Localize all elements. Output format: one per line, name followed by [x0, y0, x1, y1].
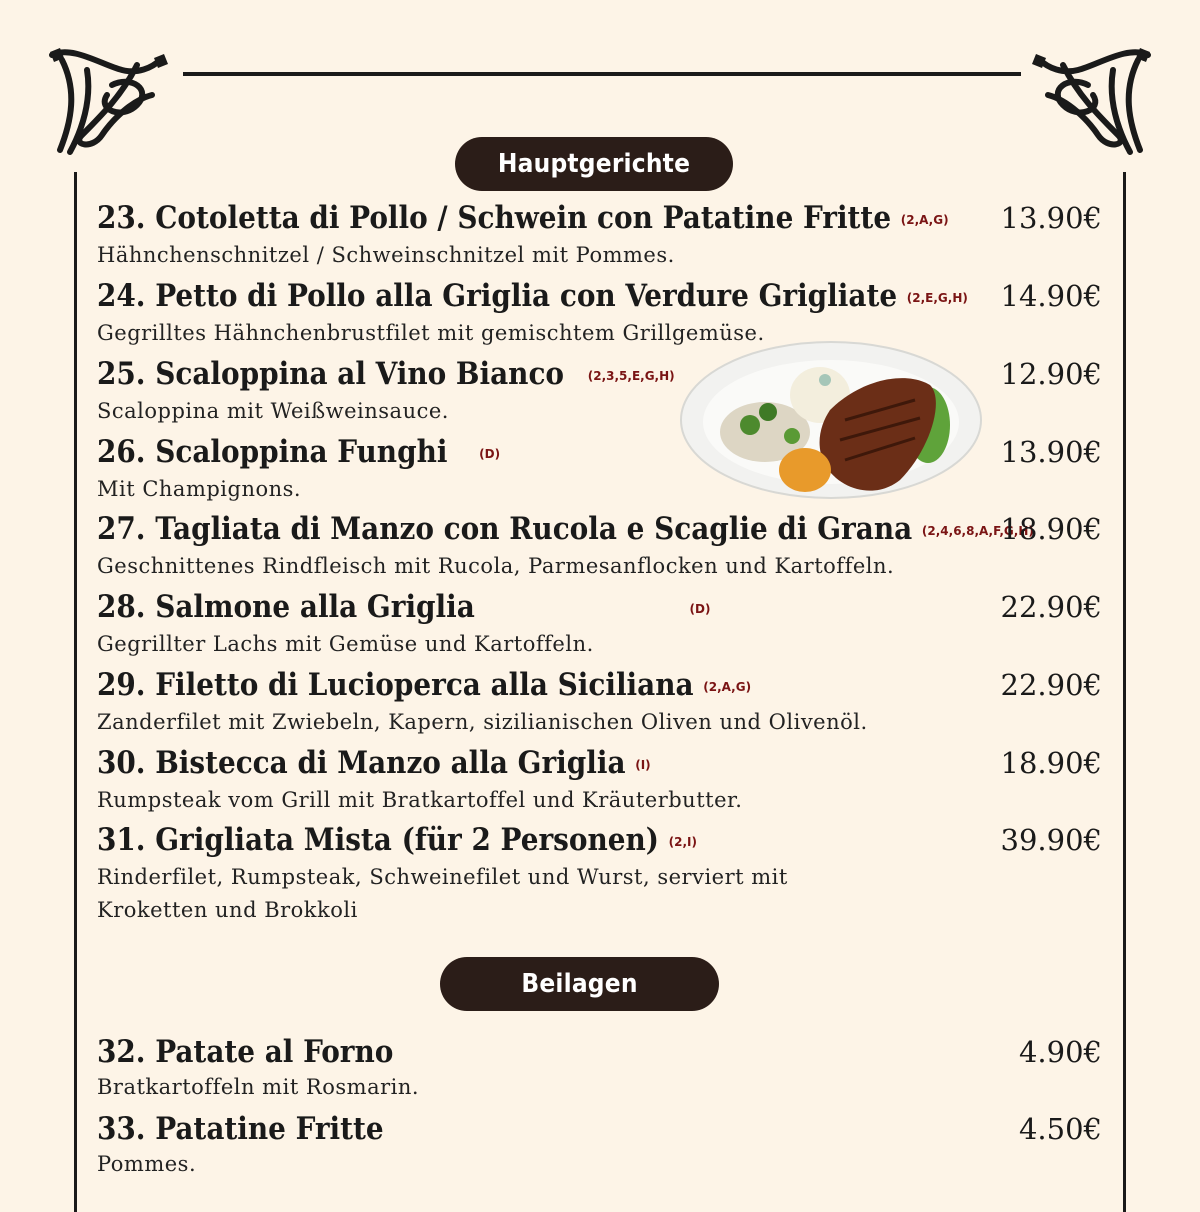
item-price: 4.90€ — [1018, 1035, 1102, 1069]
item-price: 13.90€ — [1000, 201, 1102, 235]
item-price: 39.90€ — [1000, 823, 1102, 857]
menu-item — [97, 1110, 1102, 1181]
top-divider — [183, 72, 1021, 76]
item-description: Gegrilltes Hähnchenbrustfilet mit gemischtem Grillgemüse. — [97, 321, 765, 345]
item-title: 30. Bistecca di Manzo alla Griglia — [97, 745, 626, 781]
item-description: Pommes. — [97, 1152, 197, 1176]
item-description: Geschnittenes Rindfleisch mit Rucola, Parmesanflocken und Kartoffeln. — [97, 554, 895, 578]
section-heading-main: Hauptgerichte — [455, 137, 733, 191]
item-price: 18.90€ — [1000, 512, 1102, 546]
item-description-line-2: Kroketten und Brokkoli — [97, 898, 358, 922]
item-description: Rumpsteak vom Grill mit Bratkartoffel und Kräuterbutter. — [97, 788, 743, 812]
item-title: 33. Patatine Fritte — [97, 1111, 384, 1147]
corner-ornament-icon — [1028, 40, 1158, 170]
item-title: 27. Tagliata di Manzo con Rucola e Scaglie di Grana — [97, 511, 913, 547]
item-price: 22.90€ — [1000, 668, 1102, 702]
menu-item — [97, 1033, 1102, 1104]
item-price: 12.90€ — [1000, 357, 1102, 391]
allergen-codes: (2,A,G) — [703, 680, 752, 694]
allergen-codes: (2,3,5,E,G,H) — [587, 369, 675, 383]
item-price: 13.90€ — [1000, 435, 1102, 469]
menu-item — [97, 588, 1102, 661]
allergen-codes: (2,E,G,H) — [906, 291, 968, 305]
item-description: Mit Champignons. — [97, 477, 302, 501]
item-description: Zanderfilet mit Zwiebeln, Kapern, sizilianischen Oliven und Olivenöl. — [97, 710, 868, 734]
item-description: Bratkartoffeln mit Rosmarin. — [97, 1075, 420, 1099]
menu-item — [97, 510, 1102, 583]
item-title: 29. Filetto di Lucioperca alla Siciliana — [97, 667, 694, 703]
allergen-codes: (D) — [689, 602, 711, 616]
item-title: 26. Scaloppina Funghi — [97, 434, 448, 470]
menu-item — [97, 666, 1102, 739]
item-title: 32. Patate al Forno — [97, 1034, 394, 1070]
item-description: Scaloppina mit Weißweinsauce. — [97, 399, 449, 423]
item-description: Gegrillter Lachs mit Gemüse und Kartoffeln. — [97, 632, 594, 656]
item-title: 25. Scaloppina al Vino Bianco — [97, 356, 565, 392]
allergen-codes: (D) — [479, 447, 501, 461]
steak-plate-image — [680, 340, 982, 500]
menu-item — [97, 821, 1102, 927]
corner-ornament-icon — [42, 40, 172, 170]
right-border — [1123, 172, 1126, 1212]
allergen-codes: (2,I) — [668, 835, 697, 849]
item-price: 14.90€ — [1000, 279, 1102, 313]
allergen-codes: (2,4,6,8,A,F,G,H) — [921, 524, 1034, 538]
allergen-codes: (2,A,G) — [900, 213, 949, 227]
item-price: 4.50€ — [1018, 1112, 1102, 1146]
item-description: Hähnchenschnitzel / Schweinschnitzel mit Pommes. — [97, 243, 675, 267]
menu-item — [97, 199, 1102, 272]
allergen-codes: (I) — [635, 758, 651, 772]
item-title: 28. Salmone alla Griglia — [97, 589, 475, 625]
item-description: Rinderfilet, Rumpsteak, Schweinefilet und Wurst, serviert mit — [97, 865, 788, 889]
item-title: 31. Grigliata Mista (für 2 Personen) — [97, 822, 659, 858]
item-price: 22.90€ — [1000, 590, 1102, 624]
left-border — [74, 172, 77, 1212]
item-title: 23. Cotoletta di Pollo / Schwein con Patatine Fritte — [97, 200, 892, 236]
item-price: 18.90€ — [1000, 746, 1102, 780]
section-heading-sides: Beilagen — [440, 957, 719, 1011]
item-title: 24. Petto di Pollo alla Griglia con Verdure Grigliate — [97, 278, 898, 314]
menu-item — [97, 744, 1102, 817]
